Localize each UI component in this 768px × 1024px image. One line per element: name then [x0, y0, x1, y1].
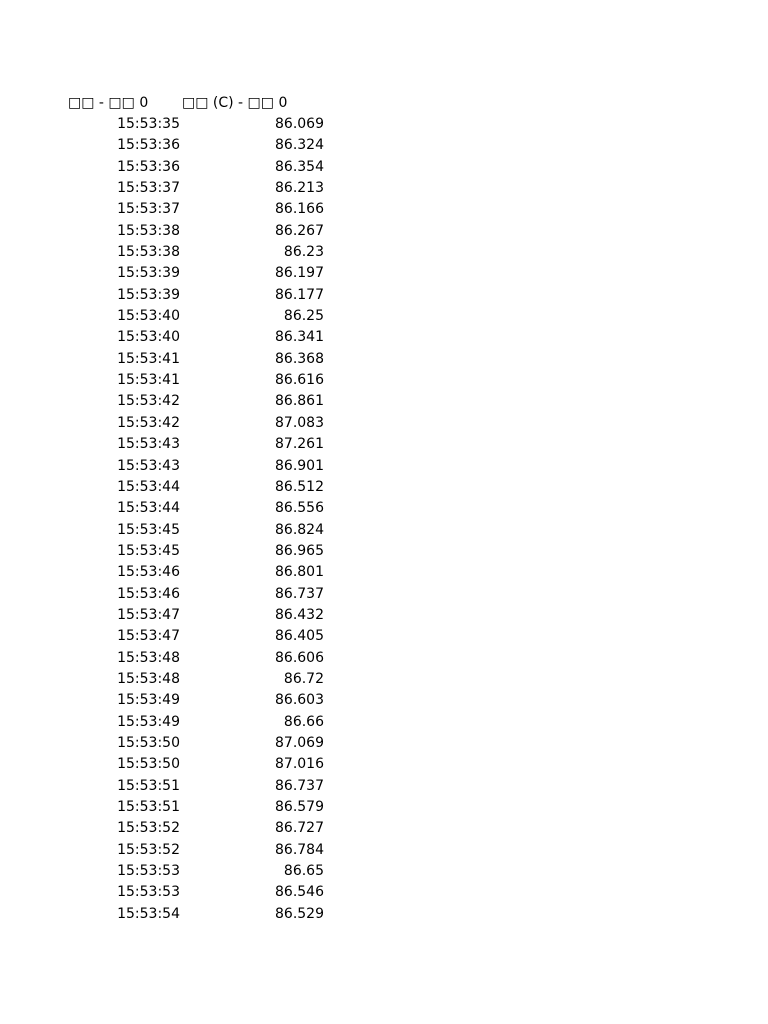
time-cell: 15:53:46: [117, 585, 180, 602]
temperature-cell: 86.727: [275, 820, 324, 837]
time-cell: 15:53:44: [117, 478, 180, 495]
time-cell: 15:53:42: [117, 393, 180, 410]
time-cell: 15:53:44: [117, 500, 180, 517]
temperature-column-header: □□ (C) - □□ 0: [182, 95, 288, 111]
time-cell: 15:53:45: [117, 542, 180, 559]
time-cell: 15:53:54: [117, 905, 180, 922]
temperature-cell: 86.901: [275, 457, 324, 474]
temperature-cell: 87.261: [275, 436, 324, 453]
temperature-cell: 86.368: [275, 350, 324, 367]
time-cell: 15:53:48: [117, 670, 180, 687]
temperature-cell: 86.737: [275, 585, 324, 602]
temperature-cell: 86.546: [275, 884, 324, 901]
temperature-cell: 86.341: [275, 329, 324, 346]
time-cell: 15:53:39: [117, 265, 180, 282]
temperature-cell: 86.405: [275, 628, 324, 645]
temperature-cell: 86.65: [283, 863, 324, 880]
temperature-cell: 86.267: [275, 222, 324, 239]
temperature-cell: 86.432: [275, 606, 324, 623]
temperature-cell: 86.23: [283, 244, 324, 261]
temperature-cell: 86.861: [275, 393, 324, 410]
time-cell: 15:53:48: [117, 649, 180, 666]
temperature-cell: 86.737: [275, 777, 324, 794]
time-cell: 15:53:40: [117, 329, 180, 346]
temperature-cell: 87.069: [275, 734, 324, 751]
time-cell: 15:53:47: [117, 606, 180, 623]
time-cell: 15:53:47: [117, 628, 180, 645]
temperature-cell: 86.25: [283, 308, 324, 325]
temperature-cell: 86.801: [275, 564, 324, 581]
temperature-cell: 86.965: [275, 542, 324, 559]
time-cell: 15:53:53: [117, 863, 180, 880]
temperature-cell: 86.213: [275, 180, 324, 197]
time-cell: 15:53:40: [117, 308, 180, 325]
temperature-cell: 86.824: [275, 521, 324, 538]
temperature-cell: 86.197: [275, 265, 324, 282]
time-cell: 15:53:49: [117, 713, 180, 730]
temperature-cell: 86.616: [275, 372, 324, 389]
time-cell: 15:53:36: [117, 137, 180, 154]
temperature-cell: 87.016: [275, 756, 324, 773]
time-cell: 15:53:52: [117, 820, 180, 837]
temperature-cell: 86.354: [275, 158, 324, 175]
time-cell: 15:53:39: [117, 286, 180, 303]
time-cell: 15:53:37: [117, 201, 180, 218]
temperature-cell: 86.177: [275, 286, 324, 303]
time-cell: 15:53:52: [117, 841, 180, 858]
time-cell: 15:53:43: [117, 436, 180, 453]
temperature-cell: 86.66: [283, 713, 324, 730]
time-cell: 15:53:50: [117, 756, 180, 773]
time-cell: 15:53:42: [117, 414, 180, 431]
time-cell: 15:53:49: [117, 692, 180, 709]
time-cell: 15:53:37: [117, 180, 180, 197]
time-cell: 15:53:43: [117, 457, 180, 474]
temperature-cell: 86.603: [275, 692, 324, 709]
time-cell: 15:53:38: [117, 244, 180, 261]
time-cell: 15:53:38: [117, 222, 180, 239]
temperature-cell: 86.529: [275, 905, 324, 922]
time-cell: 15:53:51: [117, 799, 180, 815]
temperature-cell: 86.556: [275, 500, 324, 517]
time-cell: 15:53:35: [117, 116, 180, 132]
temperature-cell: 86.069: [275, 116, 324, 132]
time-cell: 15:53:53: [117, 884, 180, 901]
time-cell: 15:53:46: [117, 564, 180, 581]
time-cell: 15:53:50: [117, 734, 180, 751]
time-cell: 15:53:45: [117, 521, 180, 538]
time-cell: 15:53:41: [117, 350, 180, 367]
time-cell: 15:53:36: [117, 158, 180, 175]
time-cell: 15:53:51: [117, 777, 180, 794]
temperature-cell: 86.784: [275, 841, 324, 858]
temperature-cell: 86.72: [283, 670, 324, 687]
temperature-cell: 86.606: [275, 649, 324, 666]
temperature-cell: 86.512: [275, 478, 324, 495]
time-cell: 15:53:41: [117, 372, 180, 389]
temperature-cell: 86.579: [275, 799, 324, 815]
temperature-cell: 87.083: [275, 414, 324, 431]
time-column-header: □□ - □□ 0: [68, 95, 149, 111]
temperature-cell: 86.166: [275, 201, 324, 218]
temperature-cell: 86.324: [275, 137, 324, 154]
